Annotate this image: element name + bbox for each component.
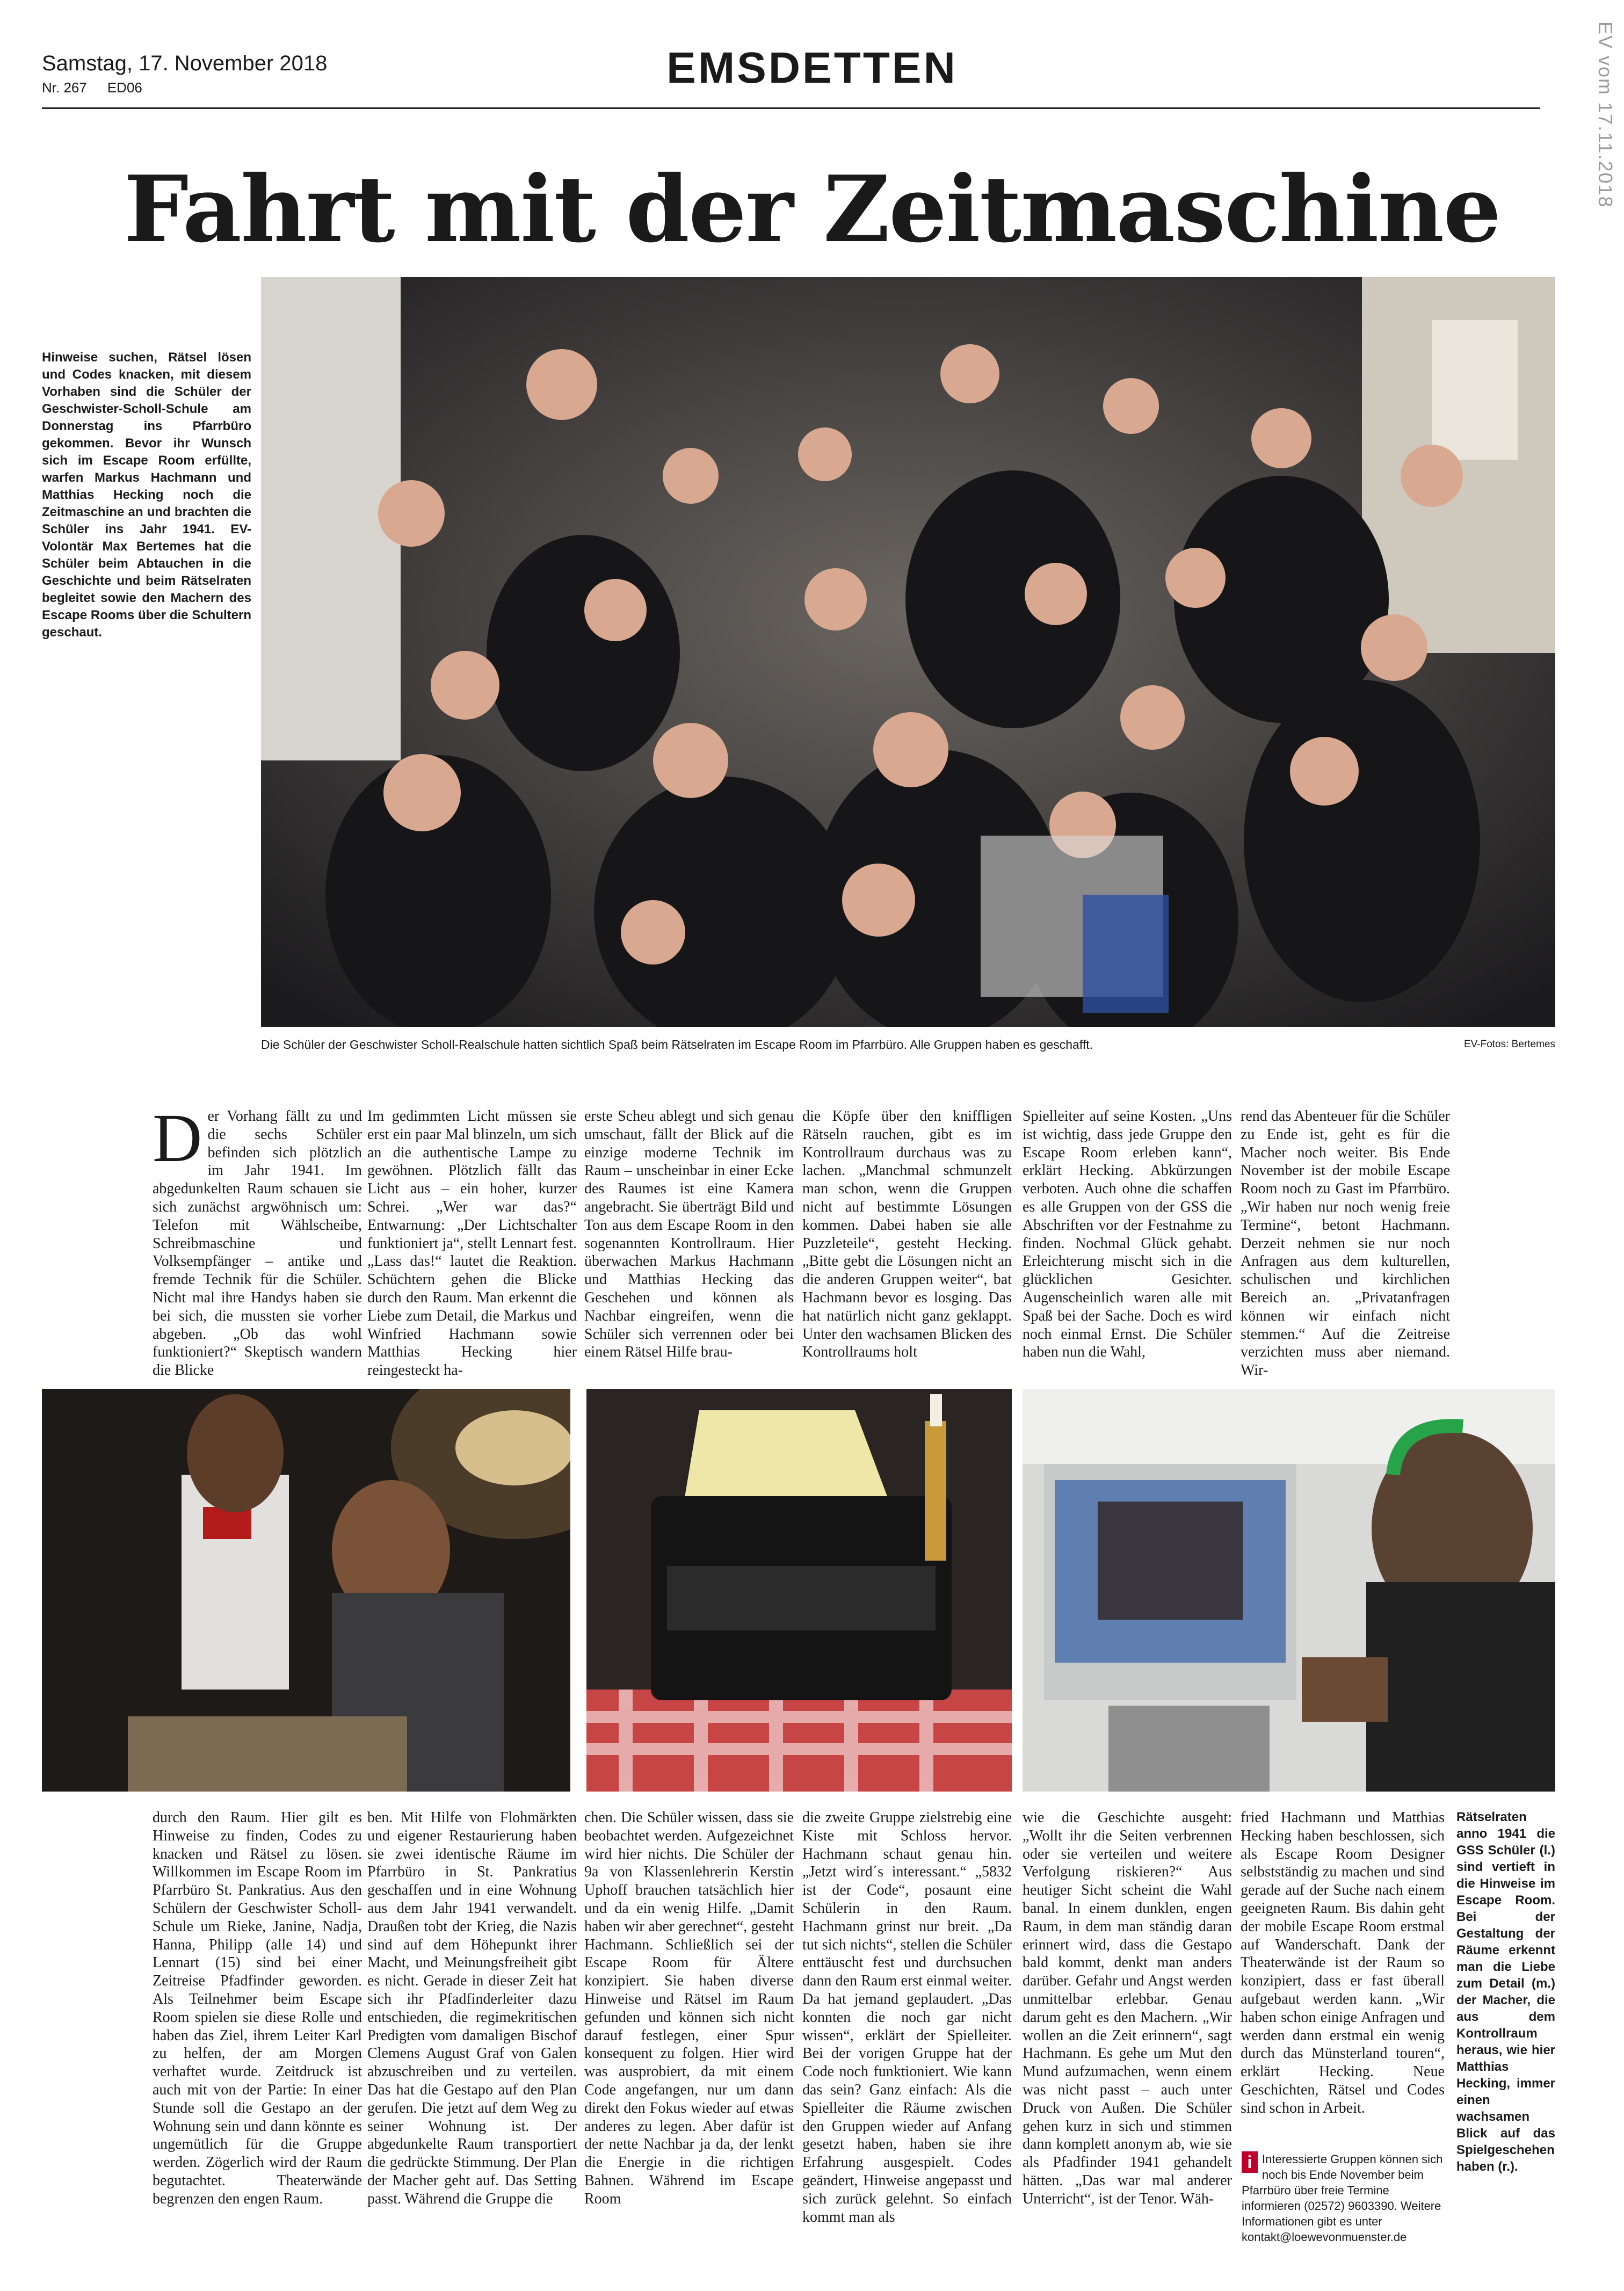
article-column-3a (584, 1107, 794, 1387)
article-column-4b (802, 1809, 1012, 2271)
header-rule (42, 107, 1540, 109)
info-box (1242, 2151, 1446, 2245)
column-text: rend das Abenteuer für die Schüler zu Ende ist, geht es für die Macher noch weiter. Bis Ende November ist der mobile Escape Room noch zu Gast im Pfarrbüro. „Wir haben nur noch wenig freie Termine“, betont Hachmann. Derzeit nehmen sie nur noch Anfragen aus dem kulturellen, schulischen und kirchlichen Bereich an. „Privatanfragen können wir einfach nicht stemmen.“ Auf die Zeitreise verzichten muss aber niemand. Wir- (1241, 1108, 1450, 1379)
article-column-4a (802, 1107, 1012, 1387)
article-column-1b (153, 1809, 362, 2271)
column-text: ben. Mit Hilfe von Flohmärkten und eigener Restaurierung haben sie zwei identische Räume im Pfarrbüro in St. Pankratius geschaffen und in eine Wohnung aus dem Jahr 1941 verwandelt. Draußen tobt der Krieg, die Nazis sind auf dem Höhepunkt ihrer Macht, und Meinungsfreiheit gibt es nicht. Gerade in dieser Zeit hat sich ihr Pfadfinderleiter dazu entschieden, die regimekritischen Predigten vom damaligen Bischof Clemens August Graf von Galen abzuschreiben und zu verteilen. Das hat die Gestapo auf den Plan gerufen. Die jetzt auf dem Weg zu seiner Wohnung ist. Der abgedunkelte Raum transportiert die gedrückte Stimmung. Der Plan der Macher geht auf. Das Setting passt. Während die Gruppe die (367, 1809, 577, 2207)
article-column-2a (367, 1107, 577, 1387)
column-text: er Vorhang fällt zu und die sechs Schüler befinden sich plötzlich im Jahr 1941. Im abgedunkelten Raum schauen sie sich zunächst argwöhnisch um: Telefon mit Wählscheibe, Schreibmaschine und Volksempfänger – antike und fremde Technik für die Schüler. Nicht mal ihre Handys haben sie bei sich, die mussten sie vorher abgeben. „Ob das wohl funktioniert?“ Skeptisch wandern die Blicke (153, 1108, 362, 1379)
page-code: ED06 (107, 79, 142, 96)
column-text: fried Hachmann und Matthias Hecking haben beschlossen, sich als Escape Room Designer selbstständig zu machen und sind gerade auf der Suche nach einem geeigneten Raum. Bis dahin geht der mobile Escape Room erstmal auf Wanderschaft. Dank der Theaterwände ist der Raum so konzipiert, dass er fast überall aufgebaut werden kann. „Wir haben schon einige Anfragen und werden dann erstmal ein wenig durch das Münsterland touren“, erklärt Hecking. Neue Geschichten, Rätsel und Codes sind schon in Arbeit. (1241, 1809, 1445, 2116)
article-column-1a (153, 1107, 362, 1387)
section-title: EMSDETTEN (666, 44, 958, 92)
drop-cap: D (153, 1107, 202, 1176)
photo-control-room (1023, 1389, 1555, 1792)
info-icon: i (1242, 2151, 1258, 2173)
column-text: chen. Die Schüler wissen, dass sie beobachtet werden. Aufgezeichnet wird hier nichts. Die Schüler der 9a von Klassenlehrerin Kerstin Uphoff brauchen tatsächlich hier und da ein wenig Hilfe. „Damit haben wir aber gerechnet“, gesteht Hachmann. Schließlich sei der Escape Room für Ältere konzipiert. Sie haben diverse Hinweise und Rätsel im Raum gefunden und können sich nicht darauf festlegen, einer Spur konsequent zu folgen. Hier wird was ausprobiert, da mit einem Code angefangen, nur um dann direkt den Fokus wieder auf etwas anderes zu legen. Aber dafür ist der nette Nachbar ja da, der lenkt die Energie in die richtigen Bahnen. Während im Escape Room (584, 1809, 794, 2207)
column-text: durch den Raum. Hier gilt es Hinweise zu finden, Codes zu knacken und Rätsel zu lösen. Willkommen im Escape Room im Pfarrbüro St. Pankratius. Aus den Schülern der Geschwister Scholl-Schule um Rieke, Janine, Nadja, Hanna, Philipp (alle 14) und Lennart (15) sind bei einer Zeitreise Pfadfinder geworden. Als Teilnehmer beim Escape Room spielen sie diese Rolle und haben das Ziel, ihrem Leiter Karl zu helfen, der am Morgen verhaftet wurde. Zeitdruck ist auch mit von der Partie: In einer Stunde soll die Gestapo an der Wohnung sein und dann könnte es ungemütlich für die Gruppe werden. Zögerlich wird der Raum begutachtet. Theaterwände begrenzen den engen Raum. (153, 1809, 362, 2207)
group-photo (261, 277, 1555, 1027)
column-text: Spielleiter auf seine Kosten. „Uns ist wichtig, dass jede Gruppe den Escape Room erleben kann“, erklärt Hecking. Abkürzungen verboten. Auch ohne die schaffen es alle Gruppen von der GSS die Abschriften vor der Festnahme zu finden. Nochmal Glück gehabt. Erleichterung mischt sich in die glücklichen Gesichter. Augenscheinlich waren alle mit Spaß bei der Sache. Doch es wird noch einmal Ernst. Die Schüler haben nun die Wahl, (1023, 1108, 1232, 1361)
edition-date: Samstag, 17. November 2018 (42, 52, 328, 75)
photo-students-solving (42, 1389, 570, 1792)
article-column-3b (584, 1809, 794, 2271)
photo-typewriter (586, 1389, 1012, 1792)
column-text: Im gedimmten Licht müssen sie erst ein paar Mal blinzeln, um sich an die authentische Lampe zu gewöhnen. Plötzlich fällt das Licht aus – ein hoher, kurzer Schrei. „Wer war das?“ Entwarnung: „Der Lichtschalter funktioniert ja“, stellt Lennart fest. „Lass das!“ lautet die Reaktion. Schüchtern gehen die Blicke durch den Raum. Man erkennt die Liebe zum Detail, die Markus und Winfried Hachmann sowie Matthias Hecking hier reingesteckt ha- (367, 1108, 577, 1379)
column-text: erste Scheu ablegt und sich genau umschaut, fällt der Blick auf die einzige moderne Technik im Raum – unscheinbar in einer Ecke des Raumes ist eine Kamera angebracht. Sie überträgt Bild und Ton aus dem Escape Room in den sogenannten Kontrollraum. Hier überwachen Markus Hachmann und Matthias Hecking das Geschehen und können als Nachbar eingreifen, wenn die Schüler sich verrennen oder bei einem Rätsel Hilfe brau- (584, 1108, 794, 1361)
article-column-6a (1241, 1107, 1450, 1387)
info-text: Interessierte Gruppen können sich noch bis Ende November beim Pfarrbüro über freie Termine informieren (02572) 9603390. Weitere Informationen gibt es unter kontakt@loewevonmuenster.de (1242, 2152, 1443, 2244)
article-column-5a (1023, 1107, 1232, 1387)
article-intro: Hinweise suchen, Rätsel lösen und Codes knacken, mit diesem Vorhaben sind die Schüler der Geschwister-Scholl-Schule am Donnerstag ins Pfarrbüro gekommen. Bevor ihr Wunsch sich im Escape Room erfüllte, warfen Markus Hachmann und Matthias Hecking noch die Zeitmaschine an und brachten die Schüler ins Jahr 1941. EV-Volontär Max Bertemes hat die Schüler beim Abtauchen in die Geschichte und beim Rätselraten begleitet sowie den Machern des Escape Rooms über die Schultern geschaut. (42, 350, 251, 640)
photo-caption: Die Schüler der Geschwister Scholl-Realschule hatten sichtlich Spaß beim Rätselraten im Escape Room im Pfarrbüro. Alle Gruppen haben es geschafft. (261, 1038, 1093, 1052)
article-column-2b (367, 1809, 577, 2271)
edition-side-note: EV vom 17.11.2018 (1594, 21, 1616, 208)
article-column-6b (1241, 1809, 1445, 2147)
photo-credit: EV-Fotos: Bertemes (1463, 1039, 1555, 1050)
column-text: die Köpfe über den kniffligen Rätseln rauchen, gibt es im Kontrollraum durchaus was zu lachen. „Manchmal schmunzelt man schon, wenn die Gruppen nicht auf bestimmte Lösungen kommen. Dabei haben sie alle Puzzleteile“, gesteht Hecking. „Bitte gebt die Lösungen nicht an die anderen Gruppen weiter“, bat Hachmann bevor es losging. Das hat natürlich nicht ganz geklappt. Unter den wachsamen Blicken des Kontrollraums holt (802, 1108, 1012, 1361)
article-column-5b (1023, 1809, 1232, 2271)
photos-caption: Rätselraten anno 1941 die GSS Schüler (l.) sind vertieft in die Hinweise im Escape Room. Bei der Gestaltung der Räume erkennt man die Liebe zum Detail (m.) der Macher, die aus dem Kontrollraum heraus, wie hier Matthias Hecking, immer einen wachsamen Blick auf das Spielgeschehen haben (r.). (1456, 1810, 1555, 2174)
column-text: die zweite Gruppe zielstrebig eine Kiste mit Schloss hervor. Hachmann schaut genau hin. „Jetzt wird´s interessant.“ „5832 ist der Code“, posaunt eine Schülerin in den Raum. Hachmann grinst nur breit. „Da tut sich nichts“, stellen die Schüler enttäuscht fest und durchsuchen dann den Raum erst einmal weiter. Da hat jemand geplaudert. „Das konnten die noch gar nicht wissen“, erklärt der Spielleiter. Bei der vorigen Gruppe hat der Code noch funktioniert. Wie kann das sein? Ganz einfach: Als die Spielleiter die Räume zwischen den Gruppen wieder auf Anfang gesetzt haben, haben sie ihre Erfahrung ausgespielt. Codes geändert, Hinweise angepasst und sich zurück gelehnt. So einfach kommt man als (802, 1809, 1012, 2225)
issue-number: Nr. 267 (42, 79, 87, 96)
article-headline: Fahrt mit der Zeitmaschine (124, 156, 1500, 263)
column-text: wie die Geschichte ausgeht: „Wollt ihr die Seiten verbrennen oder sie verteilen und weitere Verfolgung riskieren?“ Aus heutiger Sicht scheint die Wahl banal. In einem dunklen, engen Raum, in dem man ständig daran erinnert wird, dass die Gestapo bald kommt, denkt man anders darüber. Gefahr und Angst werden unmittelbar erlebbar. Genau darum geht es den Machern. „Wir wollen an die Zeit erinnern“, sagt Hachmann. Es gehe um Mut den Mund aufzumachen, wenn einem was nicht passt – auch unter Druck von Außen. Die Schüler gehen kurz in sich und stimmen dann komplett anonym ab, wie sie als Pfadfinder 1941 gehandelt hätten. „Das war mal anderer Unterricht“, ist der Tenor. Wäh- (1023, 1809, 1232, 2207)
